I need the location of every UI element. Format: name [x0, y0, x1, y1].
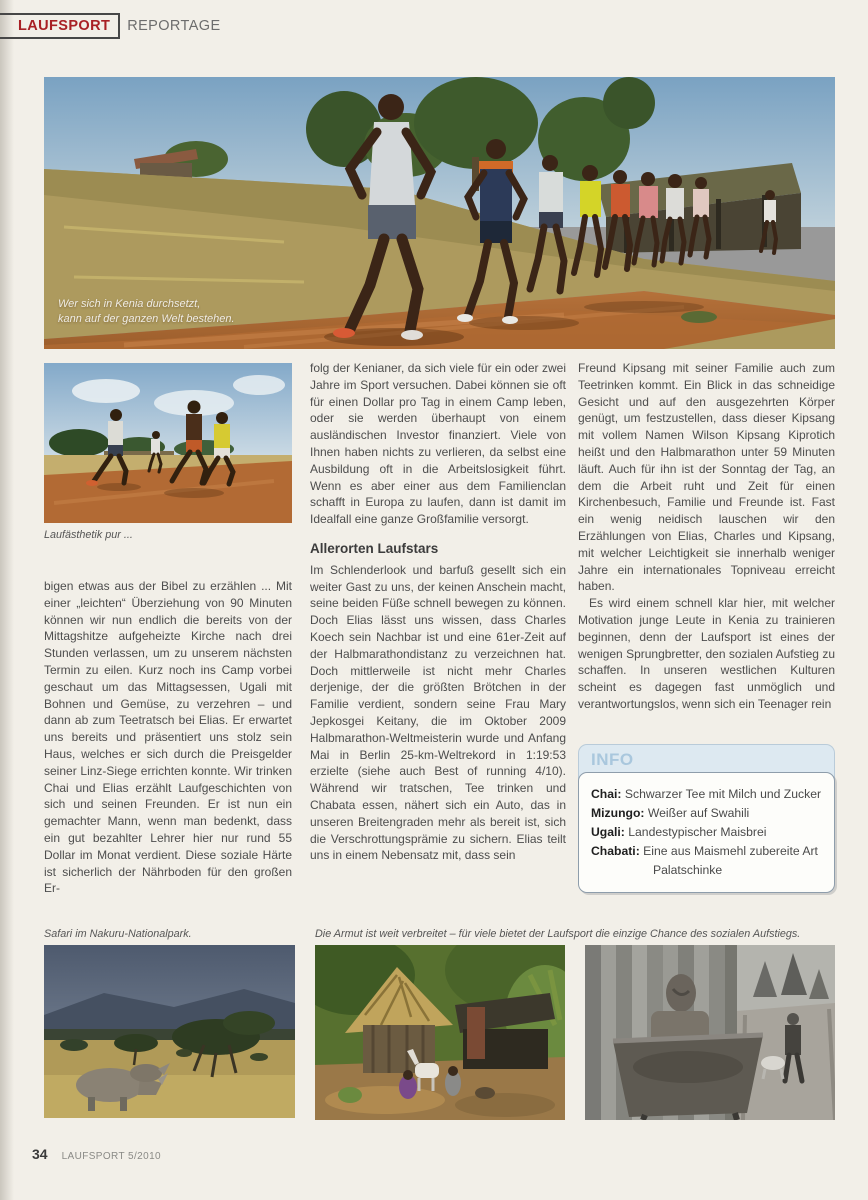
paragraph: Im Schlenderlook und barfuß gesellt sich ein weiter Gast zu uns, der keinen Anschein macht, seine beiden Füße schnell bewegen zu können. Doch Elias lässt uns wissen, dass Charles Koech sein Nachbar ist und eine 61er-Zeit auf der Halbmarathondistanz zu verzeichnen hat. Doch mittlerweile ist nicht mehr Charles derjenige, der die größten Brötchen in der Familie verdient, sondern seine Frau Mary Jepkosgei Keitany, die im Oktober 2009 Halbmarathon-Weltmeisterin wurde und Anfang Mai in Berlin 25-km-Weltrekord in 1:19:53 erzielte (siehe auch Best of running 4/10). Während wir tratschen, Tee trinken und Chabata essen, nähert sich ein Auto, das in unseren Breitengraden mehr als bereit ist, sich die Verschrottungsprämie zu sichern. Elias teilt uns in einem Nebensatz mit, dass sein: [310, 562, 566, 863]
info-definition: Weißer auf Swahili: [647, 806, 750, 820]
hero-photo-kenya-runners: [44, 77, 835, 349]
section-label: REPORTAGE: [127, 18, 221, 34]
footer-magazine: LAUFSPORT 5/2010: [61, 1151, 161, 1162]
page-scan-shadow: [0, 0, 14, 1200]
info-entry: [591, 823, 822, 842]
wheelbarrow-figure: [613, 1035, 763, 1120]
paragraph: Freund Kipsang mit seiner Familie auch zum Teetrinken kommt. Ein Blick in das schneidige Gesicht und auf den ausgezehrten Körper genügt, um festzustellen, dass dieser Kipsang mit vollem Namen Wilson Kipsang Kiprotich heißt und den Halbmarathon unter 59 Minuten läuft. Auch für ihn ist der Sonntag der Tag, an dem die Arbeit ruht und Zeit für einen Kirchenbesuch, Familie und Freunde ist. Fast ein wenig neidisch lauschen wir den Erzählungen von Elias, Charles und Kipsang, mit welcher Leichtigkeit sie innerhalb weniger Jahre ein internationales Topniveau erreicht haben.: [578, 361, 835, 594]
info-term: Chai:: [591, 787, 622, 801]
safari-photo-illustration: [44, 945, 295, 1118]
hero-caption-line1: Wer sich in Kenia durchsetzt,: [58, 298, 201, 310]
info-definition: Eine aus Maismehl zubereite Art Palatschinke: [643, 844, 818, 877]
paragraph: folg der Kenianer, da sich viele für ein oder zwei Jahre im Sport versuchen. Dabei können sie oft für einen Dollar pro Tag in einem Camp leben, oder sie werden überhaupt von einem ausländischen Investor finanziert. Viele von Ihnen haben nichts zu verlieren, da selbst eine Ausbildung oft in die Arbeitslosigkeit führt. Wenn es aber einer aus dem Familienclan schafft in Europa zu laufen, dann ist damit im Idealfall eine ganze Großfamilie versorgt.: [310, 361, 566, 527]
info-box-body: [578, 772, 835, 893]
info-term: Ugali:: [591, 825, 625, 839]
info-box-title: INFO: [591, 750, 634, 769]
wheelbarrow-photo-illustration: [585, 945, 835, 1120]
safari-photo-caption: Safari im Nakuru-Nationalpark.: [44, 928, 192, 940]
body-column-middle: [310, 360, 566, 864]
magazine-brand: LAUFSPORT: [18, 18, 111, 34]
page-footer: [32, 1146, 161, 1162]
bottom-photo-wheelbarrow: [585, 945, 835, 1120]
hero-photo-caption: [58, 297, 235, 327]
poverty-photo-caption: Die Armut ist weit verbreitet – für viele bietet der Laufsport die einzige Chance des sozialen Aufstiegs.: [315, 928, 801, 940]
hero-caption-line2: kann auf der ganzen Welt bestehen.: [58, 313, 235, 325]
paragraph: Es wird einem schnell klar hier, mit welcher Motivation junge Leute in Kenia zu trainieren beginnen, denn der Laufsport ist eines der wenigen Sprungbretter, den sozialen Aufstieg zu schaffen. In unseren westlichen Kulturen scheint es dagegen fast unmöglich und verantwortungslos, wenn sich ein Teenager rein: [578, 596, 835, 711]
bottom-photo-village: [315, 945, 565, 1120]
body-column-right: [578, 360, 835, 713]
footer-page-number: 34: [32, 1146, 48, 1162]
bottom-photo-safari: [44, 945, 295, 1118]
info-definition: Landestypischer Maisbrei: [628, 825, 767, 839]
small-photo-sprinting-runners: [44, 363, 292, 523]
info-definition: Schwarzer Tee mit Milch und Zucker: [624, 787, 822, 801]
masthead: [0, 14, 221, 38]
info-box: [578, 744, 835, 893]
brand-box: [0, 13, 120, 39]
paragraph: bigen etwas aus der Bibel zu erzählen ... Mit einer „leichten“ Überziehung von 90 Minuten können wir nun endlich die bereits von der Mittagshitze aufgeheizte Kirche nach drei Stunden verlassen, um zu unserem nächsten Termin zu eilen. Kurz noch ins Camp vorbei geschaut um das Mittagsessen, Ugali mit Bohnen und Gemüse, zu verzehren – und dann ab zum Teetratsch bei Elias. Er erwartet uns bereits und präsentiert uns stolz sein Haus, welches er sich durch die Preisgelder seiner Linz-Siege errichten konnte. Wir trinken Chai und Elias erzählt Laufgeschichten von sich und seinen Freunden. Er ist nun ein gemachter Mann, wenn man bedenkt, dass ein gut bezahlter Lehrer hier nur rund 55 Dollar im Monat verdient. Diese soziale Härte ist sicherlich der Nährboden für den großen Er-: [44, 579, 292, 896]
info-term: Mizungo:: [591, 806, 645, 820]
small-photo-caption: Laufästhetik pur ...: [44, 529, 133, 541]
small-photo-illustration: [44, 363, 292, 523]
info-term: Chabati:: [591, 844, 640, 858]
info-entry: [591, 804, 822, 823]
village-photo-illustration: [315, 945, 565, 1120]
body-column-left: [44, 578, 292, 897]
info-entry: [591, 842, 822, 880]
section-heading: Allerorten Laufstars: [310, 540, 439, 556]
info-entry: [591, 785, 822, 804]
